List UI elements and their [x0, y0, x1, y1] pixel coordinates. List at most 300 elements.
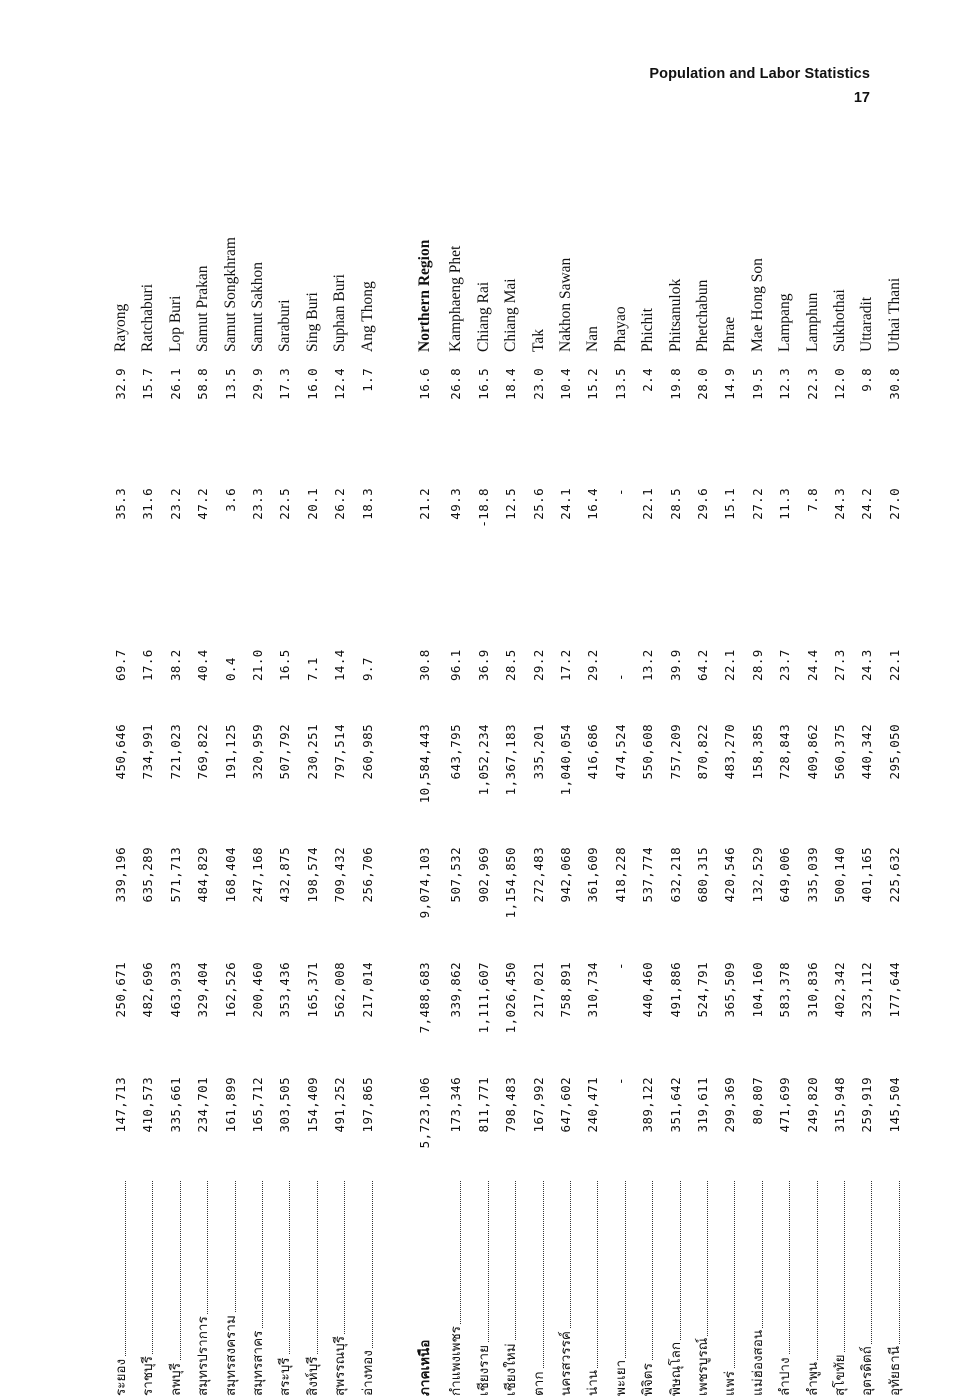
value-col-2: 1,026,450	[503, 962, 519, 1034]
value-col-7: 23.0	[530, 368, 546, 400]
thai-province-name	[274, 1181, 296, 1396]
value-col-2: 482,696	[140, 962, 156, 1018]
thai-label-text: น่าน	[585, 1369, 602, 1396]
thai-province-name	[856, 1181, 878, 1396]
value-col-3: 635,289	[140, 847, 156, 903]
value-col-5: 24.4	[804, 649, 820, 681]
english-province-name: Sukhothai	[831, 289, 848, 352]
value-col-1: 161,899	[222, 1077, 238, 1133]
value-col-2: 177,644	[886, 962, 902, 1018]
table-row	[500, 196, 522, 1396]
thai-label-text: สุพรรณบุรี	[332, 1336, 349, 1396]
value-col-5: 21.0	[250, 649, 265, 681]
value-col-3: 902,969	[475, 847, 491, 903]
thai-label-text: อุทัยธานี	[886, 1346, 903, 1396]
value-col-1: 798,483	[503, 1077, 519, 1133]
english-province-name: Uthai Thani	[885, 277, 903, 352]
value-col-1: 234,701	[195, 1077, 211, 1133]
value-col-2: 104,160	[749, 962, 765, 1018]
value-col-6: 24.3	[832, 488, 847, 520]
english-province-name: Samut Prakan	[194, 265, 212, 352]
thai-label-text: สิงห์บุรี	[304, 1356, 321, 1396]
value-col-1: 647,602	[558, 1077, 573, 1133]
thai-province-name	[302, 1181, 324, 1396]
value-col-4: 769,822	[195, 724, 211, 780]
thai-province-name	[165, 1181, 187, 1396]
value-col-1: 410,573	[140, 1077, 156, 1133]
value-col-3: 256,706	[359, 847, 375, 903]
value-col-6: 24.2	[859, 488, 875, 520]
value-col-7: 14.9	[722, 368, 738, 400]
table-row	[719, 196, 741, 1396]
value-col-3: 247,168	[250, 847, 265, 903]
english-province-name: Phayao	[611, 306, 629, 352]
value-col-1: -	[612, 1077, 628, 1085]
value-col-5: 38.2	[167, 649, 183, 681]
value-col-7: 18.4	[503, 368, 519, 400]
value-col-4: 721,023	[167, 724, 183, 780]
thai-label-text: แพร่	[722, 1371, 739, 1396]
value-col-2: 217,021	[530, 962, 546, 1018]
thai-label-text: ลำพูน	[804, 1362, 821, 1396]
page-number: 17	[853, 90, 870, 106]
value-col-3: 537,774	[640, 847, 656, 903]
value-col-4: 416,686	[585, 724, 601, 780]
value-col-6: 49.3	[448, 488, 464, 520]
value-col-7: 12.3	[777, 368, 793, 400]
value-col-1: 351,642	[667, 1077, 683, 1133]
thai-label-text: อ่างทอง	[359, 1350, 376, 1396]
value-col-4: 797,514	[332, 724, 348, 780]
english-province-name: Samut Songkhram	[221, 237, 239, 352]
table-row	[445, 196, 467, 1396]
value-col-5: 24.3	[859, 649, 875, 681]
value-col-4: 230,251	[304, 724, 320, 780]
value-col-4: 560,375	[832, 724, 847, 780]
value-col-1: 80,807	[749, 1077, 765, 1125]
thai-province-name	[473, 1181, 495, 1396]
value-col-6: 16.4	[585, 488, 601, 520]
table-row	[192, 196, 214, 1396]
value-col-1: 240,471	[585, 1077, 601, 1133]
table-row	[856, 196, 878, 1396]
value-col-7: 13.5	[612, 368, 628, 400]
value-col-4: 10,584,443	[417, 724, 432, 804]
value-col-5: 30.8	[417, 649, 432, 681]
thai-label-text: พะเยา	[612, 1359, 629, 1396]
value-col-5: 39.9	[667, 649, 683, 681]
value-col-6: 25.6	[530, 488, 546, 520]
thai-label-text: สมุทรสาคร	[250, 1330, 266, 1396]
value-col-6: 27.2	[749, 488, 765, 520]
value-col-5: 17.6	[140, 649, 156, 681]
value-col-7: 19.5	[749, 368, 765, 400]
table-row	[692, 196, 714, 1396]
value-col-6: 35.3	[113, 488, 128, 520]
value-col-7: 2.4	[640, 368, 656, 392]
value-col-6: 15.1	[722, 488, 738, 520]
value-col-3: 709,432	[332, 847, 348, 903]
value-col-3: 571,713	[167, 847, 183, 903]
table-row	[247, 196, 269, 1396]
thai-label-text: ภาคเหนือ	[417, 1339, 433, 1396]
english-province-name: Saraburi	[276, 299, 294, 352]
value-col-6: 28.5	[667, 488, 683, 520]
table-row	[137, 196, 159, 1396]
value-col-5: 28.5	[503, 649, 519, 681]
value-col-3: 198,574	[304, 847, 320, 903]
value-col-3: 432,875	[277, 847, 293, 903]
value-col-7: 26.1	[167, 368, 183, 400]
thai-province-name	[445, 1181, 467, 1396]
header-title: Population and Labor Statistics	[649, 66, 870, 82]
english-province-name: Ratchaburi	[139, 283, 157, 352]
english-province-name: Phitsanulok	[666, 278, 684, 352]
value-col-5: 13.2	[640, 649, 656, 681]
thai-label-text: พิจิตร	[640, 1363, 657, 1396]
value-col-2: 7,488,683	[417, 962, 432, 1034]
value-col-1: 145,504	[886, 1077, 902, 1133]
value-col-4: 320,959	[250, 724, 265, 780]
value-col-1: 197,865	[359, 1077, 375, 1133]
value-col-3: 339,196	[113, 847, 128, 903]
table-row	[414, 196, 436, 1396]
value-col-5: 14.4	[332, 649, 348, 681]
thai-province-name	[110, 1181, 132, 1396]
value-col-3: 168,404	[222, 847, 238, 903]
value-col-6: 11.3	[777, 488, 793, 520]
value-col-5: 22.1	[886, 649, 902, 681]
english-province-name: Phrae	[721, 316, 739, 352]
table-row	[274, 196, 296, 1396]
thai-province-name	[884, 1181, 906, 1396]
value-col-7: 17.3	[277, 368, 293, 400]
value-col-4: 450,646	[113, 724, 128, 780]
english-province-name: Lampang	[776, 293, 794, 352]
value-col-5: 29.2	[585, 649, 601, 681]
thai-province-name	[329, 1181, 351, 1396]
value-col-7: 16.5	[475, 368, 491, 400]
thai-label-text: พิษณุโลก	[667, 1341, 684, 1396]
table-row	[302, 196, 324, 1396]
table-row	[220, 196, 242, 1396]
thai-province-name	[192, 1181, 214, 1396]
value-col-7: 16.0	[304, 368, 320, 400]
value-col-6: 3.6	[222, 488, 238, 512]
english-province-name: Ang Thong	[358, 281, 376, 352]
value-col-3: 649,006	[777, 847, 793, 903]
table-row	[829, 196, 851, 1396]
thai-label-text: เชียงราย	[475, 1344, 492, 1396]
english-province-name: Kamphaeng Phet	[447, 245, 465, 352]
value-col-3: 420,546	[722, 847, 738, 903]
value-col-5: 0.4	[222, 657, 238, 681]
thai-province-name	[802, 1181, 824, 1396]
value-col-3: 225,632	[886, 847, 902, 903]
value-col-6: -	[612, 488, 628, 496]
thai-label-text: ลำปาง	[777, 1357, 794, 1396]
value-col-6: 18.3	[359, 488, 375, 520]
thai-label-text: แม่ฮ่องสอน	[749, 1329, 766, 1396]
thai-province-name	[610, 1181, 632, 1396]
value-col-5: 23.7	[777, 649, 793, 681]
value-col-4: 474,524	[612, 724, 628, 780]
value-col-3: 132,529	[749, 847, 765, 903]
thai-label-text: สมุทรสงคราม	[222, 1315, 239, 1396]
value-col-4: 260,985	[359, 724, 375, 780]
value-col-4: 158,385	[749, 724, 765, 780]
value-col-3: 335,039	[804, 847, 820, 903]
table-row	[747, 196, 769, 1396]
english-province-name: Lamphun	[803, 292, 821, 352]
value-col-4: 191,125	[222, 724, 238, 780]
value-col-7: 29.9	[250, 368, 265, 400]
value-col-7: 30.8	[886, 368, 902, 400]
value-col-1: 471,699	[777, 1077, 793, 1133]
value-col-4: 870,822	[695, 724, 710, 780]
thai-province-name	[747, 1181, 769, 1396]
value-col-4: 483,270	[722, 724, 738, 780]
value-col-2: 463,933	[167, 962, 183, 1018]
value-col-2: 217,014	[359, 962, 375, 1018]
table-row	[555, 196, 577, 1396]
thai-province-name	[637, 1181, 659, 1396]
value-col-3: 500,140	[832, 847, 847, 903]
thai-province-name	[137, 1181, 159, 1396]
table-row	[110, 196, 132, 1396]
english-province-name: Chiang Mai	[502, 278, 520, 352]
value-col-6: -18.8	[475, 488, 491, 528]
value-col-5: 64.2	[695, 649, 710, 681]
thai-label-text: สมุทรปราการ	[195, 1316, 212, 1396]
value-col-2: 758,891	[558, 962, 573, 1018]
english-province-name: Tak	[529, 328, 547, 352]
english-province-name: Chiang Rai	[474, 281, 492, 352]
table-row	[329, 196, 351, 1396]
english-province-name: Uttaradit	[858, 296, 876, 352]
thai-province-name	[528, 1181, 550, 1396]
value-col-5: -	[612, 673, 628, 681]
thai-province-name	[357, 1181, 379, 1396]
value-col-1: 335,661	[167, 1077, 183, 1133]
table-row	[774, 196, 796, 1396]
thai-label-text: เพชรบูรณ์	[695, 1337, 711, 1396]
value-col-7: 19.8	[667, 368, 683, 400]
value-col-2: 250,671	[113, 962, 128, 1018]
english-province-name: Nan	[584, 326, 602, 352]
value-col-7: 15.2	[585, 368, 601, 400]
value-col-6: 12.5	[503, 488, 519, 520]
thai-label-text: นครสวรรค์	[558, 1331, 574, 1396]
value-col-2: 562,008	[332, 962, 348, 1018]
value-col-2: 339,862	[448, 962, 464, 1018]
value-col-1: 173,346	[448, 1077, 464, 1133]
value-col-1: 811,771	[475, 1077, 491, 1133]
table-row	[582, 196, 604, 1396]
thai-label-text: อุตรดิตถ์	[859, 1346, 876, 1396]
thai-province-name	[829, 1181, 851, 1396]
value-col-1: 165,712	[250, 1077, 265, 1133]
value-col-1: 167,992	[530, 1077, 546, 1133]
value-col-1: 154,409	[304, 1077, 320, 1133]
value-col-6: 47.2	[195, 488, 211, 520]
value-col-2: -	[612, 962, 628, 970]
value-col-4: 1,052,234	[475, 724, 491, 796]
value-col-2: 329,404	[195, 962, 211, 1018]
value-col-2: 200,460	[250, 962, 265, 1018]
value-col-1: 5,723,106	[417, 1077, 432, 1149]
thai-province-name	[247, 1181, 269, 1396]
value-col-6: 26.2	[332, 488, 348, 520]
value-col-3: 507,532	[448, 847, 464, 903]
english-province-name: Sing Buri	[303, 292, 321, 352]
table-row	[357, 196, 379, 1396]
value-col-3: 1,154,850	[503, 847, 519, 919]
value-col-7: 16.6	[417, 368, 432, 400]
value-col-5: 27.3	[832, 649, 847, 681]
value-col-3: 361,609	[585, 847, 601, 903]
value-col-7: 28.0	[695, 368, 710, 400]
value-col-5: 7.1	[304, 657, 320, 681]
value-col-6: 7.8	[804, 488, 820, 512]
value-col-5: 22.1	[722, 649, 738, 681]
value-col-6: 21.2	[417, 488, 432, 520]
population-table	[102, 196, 903, 1396]
value-col-2: 524,791	[695, 962, 710, 1018]
english-province-name: Suphan Buri	[331, 274, 349, 352]
english-province-name: Lop Buri	[166, 295, 184, 352]
value-col-4: 409,862	[804, 724, 820, 780]
value-col-2: 365,509	[722, 962, 738, 1018]
english-province-name: Samut Sakhon	[249, 262, 266, 352]
value-col-7: 13.5	[222, 368, 238, 400]
value-col-4: 507,792	[277, 724, 293, 780]
value-col-6: 29.6	[695, 488, 710, 520]
value-col-1: 491,252	[332, 1077, 348, 1133]
value-col-7: 12.4	[332, 368, 348, 400]
value-col-6: 23.3	[250, 488, 265, 520]
value-col-1: 319,611	[695, 1077, 710, 1133]
value-col-3: 272,483	[530, 847, 546, 903]
value-col-2: 323,112	[859, 962, 875, 1018]
value-col-2: 402,342	[832, 962, 847, 1018]
value-col-1: 389,122	[640, 1077, 656, 1133]
value-col-2: 583,378	[777, 962, 793, 1018]
value-col-2: 310,836	[804, 962, 820, 1018]
english-province-name: Northern Region	[416, 239, 433, 352]
english-province-name: Mae Hong Son	[748, 258, 766, 352]
page-header	[649, 66, 870, 106]
value-col-7: 32.9	[113, 368, 128, 400]
thai-label-text: เชียงใหม่	[503, 1343, 520, 1396]
value-col-4: 1,040,054	[558, 724, 573, 796]
value-col-3: 484,829	[195, 847, 211, 903]
value-col-4: 335,201	[530, 724, 546, 780]
value-col-6: 27.0	[886, 488, 902, 520]
value-col-6: 20.1	[304, 488, 320, 520]
value-col-4: 550,608	[640, 724, 656, 780]
value-col-1: 259,919	[859, 1077, 875, 1133]
thai-label-text: ตาก	[530, 1371, 547, 1396]
value-col-5: 17.2	[558, 649, 573, 681]
value-col-5: 36.9	[475, 649, 491, 681]
value-col-7: 1.7	[359, 368, 375, 392]
value-col-4: 440,342	[859, 724, 875, 780]
thai-label-text: ระยอง	[113, 1358, 129, 1396]
value-col-3: 401,165	[859, 847, 875, 903]
thai-label-text: สระบุรี	[277, 1357, 294, 1396]
value-col-2: 440,460	[640, 962, 656, 1018]
value-col-4: 1,367,183	[503, 724, 519, 796]
value-col-5: 96.1	[448, 649, 464, 681]
value-col-2: 310,734	[585, 962, 601, 1018]
table-row	[884, 196, 906, 1396]
value-col-1: 299,369	[722, 1077, 738, 1133]
english-province-name: Nakhon Sawan	[557, 257, 574, 352]
value-col-5: 16.5	[277, 649, 293, 681]
value-col-3: 9,074,103	[417, 847, 432, 919]
value-col-7: 26.8	[448, 368, 464, 400]
value-col-7: 22.3	[804, 368, 820, 400]
value-col-4: 757,209	[667, 724, 683, 780]
value-col-2: 1,111,607	[475, 962, 491, 1034]
value-col-1: 147,713	[113, 1077, 128, 1133]
value-col-1: 303,505	[277, 1077, 293, 1133]
value-col-4: 734,991	[140, 724, 156, 780]
value-col-6: 24.1	[558, 488, 573, 520]
value-col-2: 165,371	[304, 962, 320, 1018]
value-col-2: 162,526	[222, 962, 238, 1018]
thai-province-name	[414, 1181, 436, 1396]
value-col-4: 295,050	[886, 724, 902, 780]
thai-province-name	[500, 1181, 522, 1396]
value-col-2: 491,886	[667, 962, 683, 1018]
value-col-3: 418,228	[612, 847, 628, 903]
thai-label-text: ราชบุรี	[140, 1356, 157, 1396]
table-row	[165, 196, 187, 1396]
thai-province-name	[719, 1181, 741, 1396]
thai-province-name	[774, 1181, 796, 1396]
table-row	[610, 196, 632, 1396]
thai-province-name	[220, 1181, 242, 1396]
value-col-4: 728,843	[777, 724, 793, 780]
value-col-1: 249,820	[804, 1077, 820, 1133]
table-row	[473, 196, 495, 1396]
value-col-7: 58.8	[195, 368, 211, 400]
value-col-7: 9.8	[859, 368, 875, 392]
value-col-1: 315,948	[832, 1077, 847, 1133]
value-col-3: 632,218	[667, 847, 683, 903]
value-col-3: 680,315	[695, 847, 710, 903]
value-col-5: 40.4	[195, 649, 211, 681]
table-row	[637, 196, 659, 1396]
value-col-6: 22.1	[640, 488, 656, 520]
value-col-6: 31.6	[140, 488, 156, 520]
value-col-5: 69.7	[113, 649, 128, 681]
english-province-name: Phichit	[639, 308, 657, 352]
table-row	[528, 196, 550, 1396]
english-province-name: Rayong	[112, 303, 129, 352]
value-col-5: 9.7	[359, 657, 375, 681]
value-col-7: 15.7	[140, 368, 156, 400]
thai-province-name	[692, 1181, 714, 1396]
value-col-2: 353,436	[277, 962, 293, 1018]
thai-label-text: สุโขทัย	[832, 1354, 848, 1396]
thai-province-name	[582, 1181, 604, 1396]
value-col-4: 643,795	[448, 724, 464, 780]
value-col-3: 942,068	[558, 847, 573, 903]
value-col-6: 22.5	[277, 488, 293, 520]
